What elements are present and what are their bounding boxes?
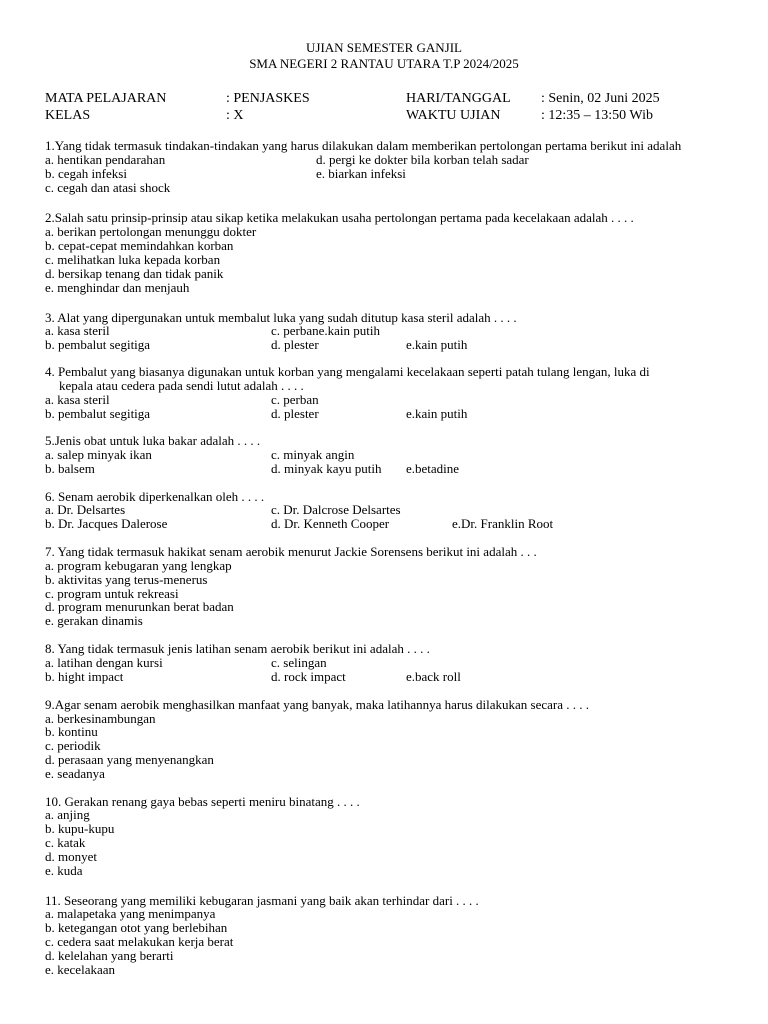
option-b: b. pembalut segitiga xyxy=(45,337,151,352)
option-d: d. minyak kayu putih xyxy=(271,461,382,476)
option-c: c. perban xyxy=(271,392,319,407)
option-b: b. cepat-cepat memindahkan korban xyxy=(45,238,234,253)
option-b: b. Dr. Jacques Dalerose xyxy=(45,516,168,531)
option-c: c. cegah dan atasi shock xyxy=(45,180,171,195)
option-c: c. cedera saat melakukan kerja berat xyxy=(45,934,234,949)
question-text: 4. Pembalut yang biasanya digunakan untuk korban yang mengalami kecelakaan seperti patah tulang lengan, luka di xyxy=(45,364,650,379)
option-a: a. Dr. Delsartes xyxy=(45,502,126,517)
question-text: 3. Alat yang dipergunakan untuk membalut luka yang sudah ditutup kasa steril adalah . . . . xyxy=(45,310,517,325)
option-e: e. kecelakaan xyxy=(45,962,116,977)
question-text: 7. Yang tidak termasuk hakikat senam aerobik menurut Jackie Sorensens berikut ini adalah . . . xyxy=(45,544,537,559)
option-e: e. gerakan dinamis xyxy=(45,613,143,628)
option-a: a. anjing xyxy=(45,807,90,822)
question-text: 9.Agar senam aerobik menghasilkan manfaat yang banyak, maka latihannya harus dilakukan secara . . . . xyxy=(45,697,589,712)
option-d: d. pergi ke dokter bila korban telah sadar xyxy=(316,152,529,167)
school-title: SMA NEGERI 2 RANTAU UTARA T.P 2024/2025 xyxy=(249,56,519,71)
option-e: e.kain putih xyxy=(406,337,468,352)
option-e: e.kain putih xyxy=(406,406,468,421)
question-text: 2.Salah satu prinsip-prinsip atau sikap ketika melakukan usaha pertolongan pertama pada kecelakaan adalah . . . . xyxy=(45,210,634,225)
option-c: c. program untuk rekreasi xyxy=(45,586,179,601)
option-e: e. seadanya xyxy=(45,766,105,781)
option-e: e.betadine xyxy=(406,461,460,476)
day-label: HARI/TANGGAL xyxy=(406,91,511,106)
option-c: c. selingan xyxy=(271,655,327,670)
option-a: a. program kebugaran yang lengkap xyxy=(45,558,232,573)
question-text: 10. Gerakan renang gaya bebas seperti meniru binatang . . . . xyxy=(45,794,360,809)
day-value: : Senin, 02 Juni 2025 xyxy=(541,91,660,106)
option-d: d. program menurunkan berat badan xyxy=(45,599,234,614)
option-c: c. katak xyxy=(45,835,86,850)
option-e: e. menghindar dan menjauh xyxy=(45,280,190,295)
subject-value: : PENJASKES xyxy=(226,91,310,106)
option-e: e.back roll xyxy=(406,669,461,684)
option-e: e. kuda xyxy=(45,863,83,878)
option-a: a. berikan pertolongan menunggu dokter xyxy=(45,224,257,239)
question-text: 8. Yang tidak termasuk jenis latihan senam aerobik berikut ini adalah . . . . xyxy=(45,641,430,656)
option-d: d. perasaan yang menyenangkan xyxy=(45,752,214,767)
question-text: 6. Senam aerobik diperkenalkan oleh . . . . xyxy=(45,489,265,504)
option-d: d. monyet xyxy=(45,849,97,864)
question-text: 11. Seseorang yang memiliki kebugaran jasmani yang baik akan terhindar dari . . . . xyxy=(45,893,479,908)
option-b: b. pembalut segitiga xyxy=(45,406,151,421)
option-a: a. malapetaka yang menimpanya xyxy=(45,906,216,921)
question-text: 5.Jenis obat untuk luka bakar adalah . . . . xyxy=(45,433,261,448)
option-d: d. kelelahan yang berarti xyxy=(45,948,174,963)
question-text-cont: kepala atau cedera pada sendi lutut adalah . . . . xyxy=(59,378,304,393)
option-b: b. hight impact xyxy=(45,669,124,684)
option-d: d. plester xyxy=(271,337,319,352)
option-c: c. Dr. Dalcrose Delsartes xyxy=(271,502,401,517)
option-a: a. kasa steril xyxy=(45,323,110,338)
option-b: b. kupu-kupu xyxy=(45,821,115,836)
option-c: c. melihatkan luka kepada korban xyxy=(45,252,221,267)
time-label: WAKTU UJIAN xyxy=(406,108,501,123)
option-b: b. ketegangan otot yang berlebihan xyxy=(45,920,228,935)
option-a: a. salep minyak ikan xyxy=(45,447,152,462)
option-a: a. berkesinambungan xyxy=(45,711,156,726)
option-b: b. kontinu xyxy=(45,724,98,739)
class-value: : X xyxy=(226,108,244,123)
option-e: e.Dr. Franklin Root xyxy=(452,516,554,531)
option-d: d. Dr. Kenneth Cooper xyxy=(271,516,390,531)
option-c: c. periodik xyxy=(45,738,101,753)
option-d: d. bersikap tenang dan tidak panik xyxy=(45,266,224,281)
option-a: a. hentikan pendarahan xyxy=(45,152,166,167)
question-text: 1.Yang tidak termasuk tindakan-tindakan yang harus dilakukan dalam memberikan pertolongan pertama berikut ini adalah xyxy=(45,138,682,153)
exam-title: UJIAN SEMESTER GANJIL xyxy=(306,40,462,55)
option-d: d. plester xyxy=(271,406,319,421)
option-b: b. aktivitas yang terus-menerus xyxy=(45,572,208,587)
time-value: : 12:35 – 13:50 Wib xyxy=(541,108,653,123)
option-d: d. rock impact xyxy=(271,669,346,684)
subject-label: MATA PELAJARAN xyxy=(45,91,167,106)
option-c: c. perbane.kain putih xyxy=(271,323,381,338)
option-b: b. cegah infeksi xyxy=(45,166,127,181)
option-c: c. minyak angin xyxy=(271,447,355,462)
class-label: KELAS xyxy=(45,108,91,123)
option-a: a. kasa steril xyxy=(45,392,110,407)
option-b: b. balsem xyxy=(45,461,95,476)
option-e: e. biarkan infeksi xyxy=(316,166,406,181)
option-a: a. latihan dengan kursi xyxy=(45,655,163,670)
